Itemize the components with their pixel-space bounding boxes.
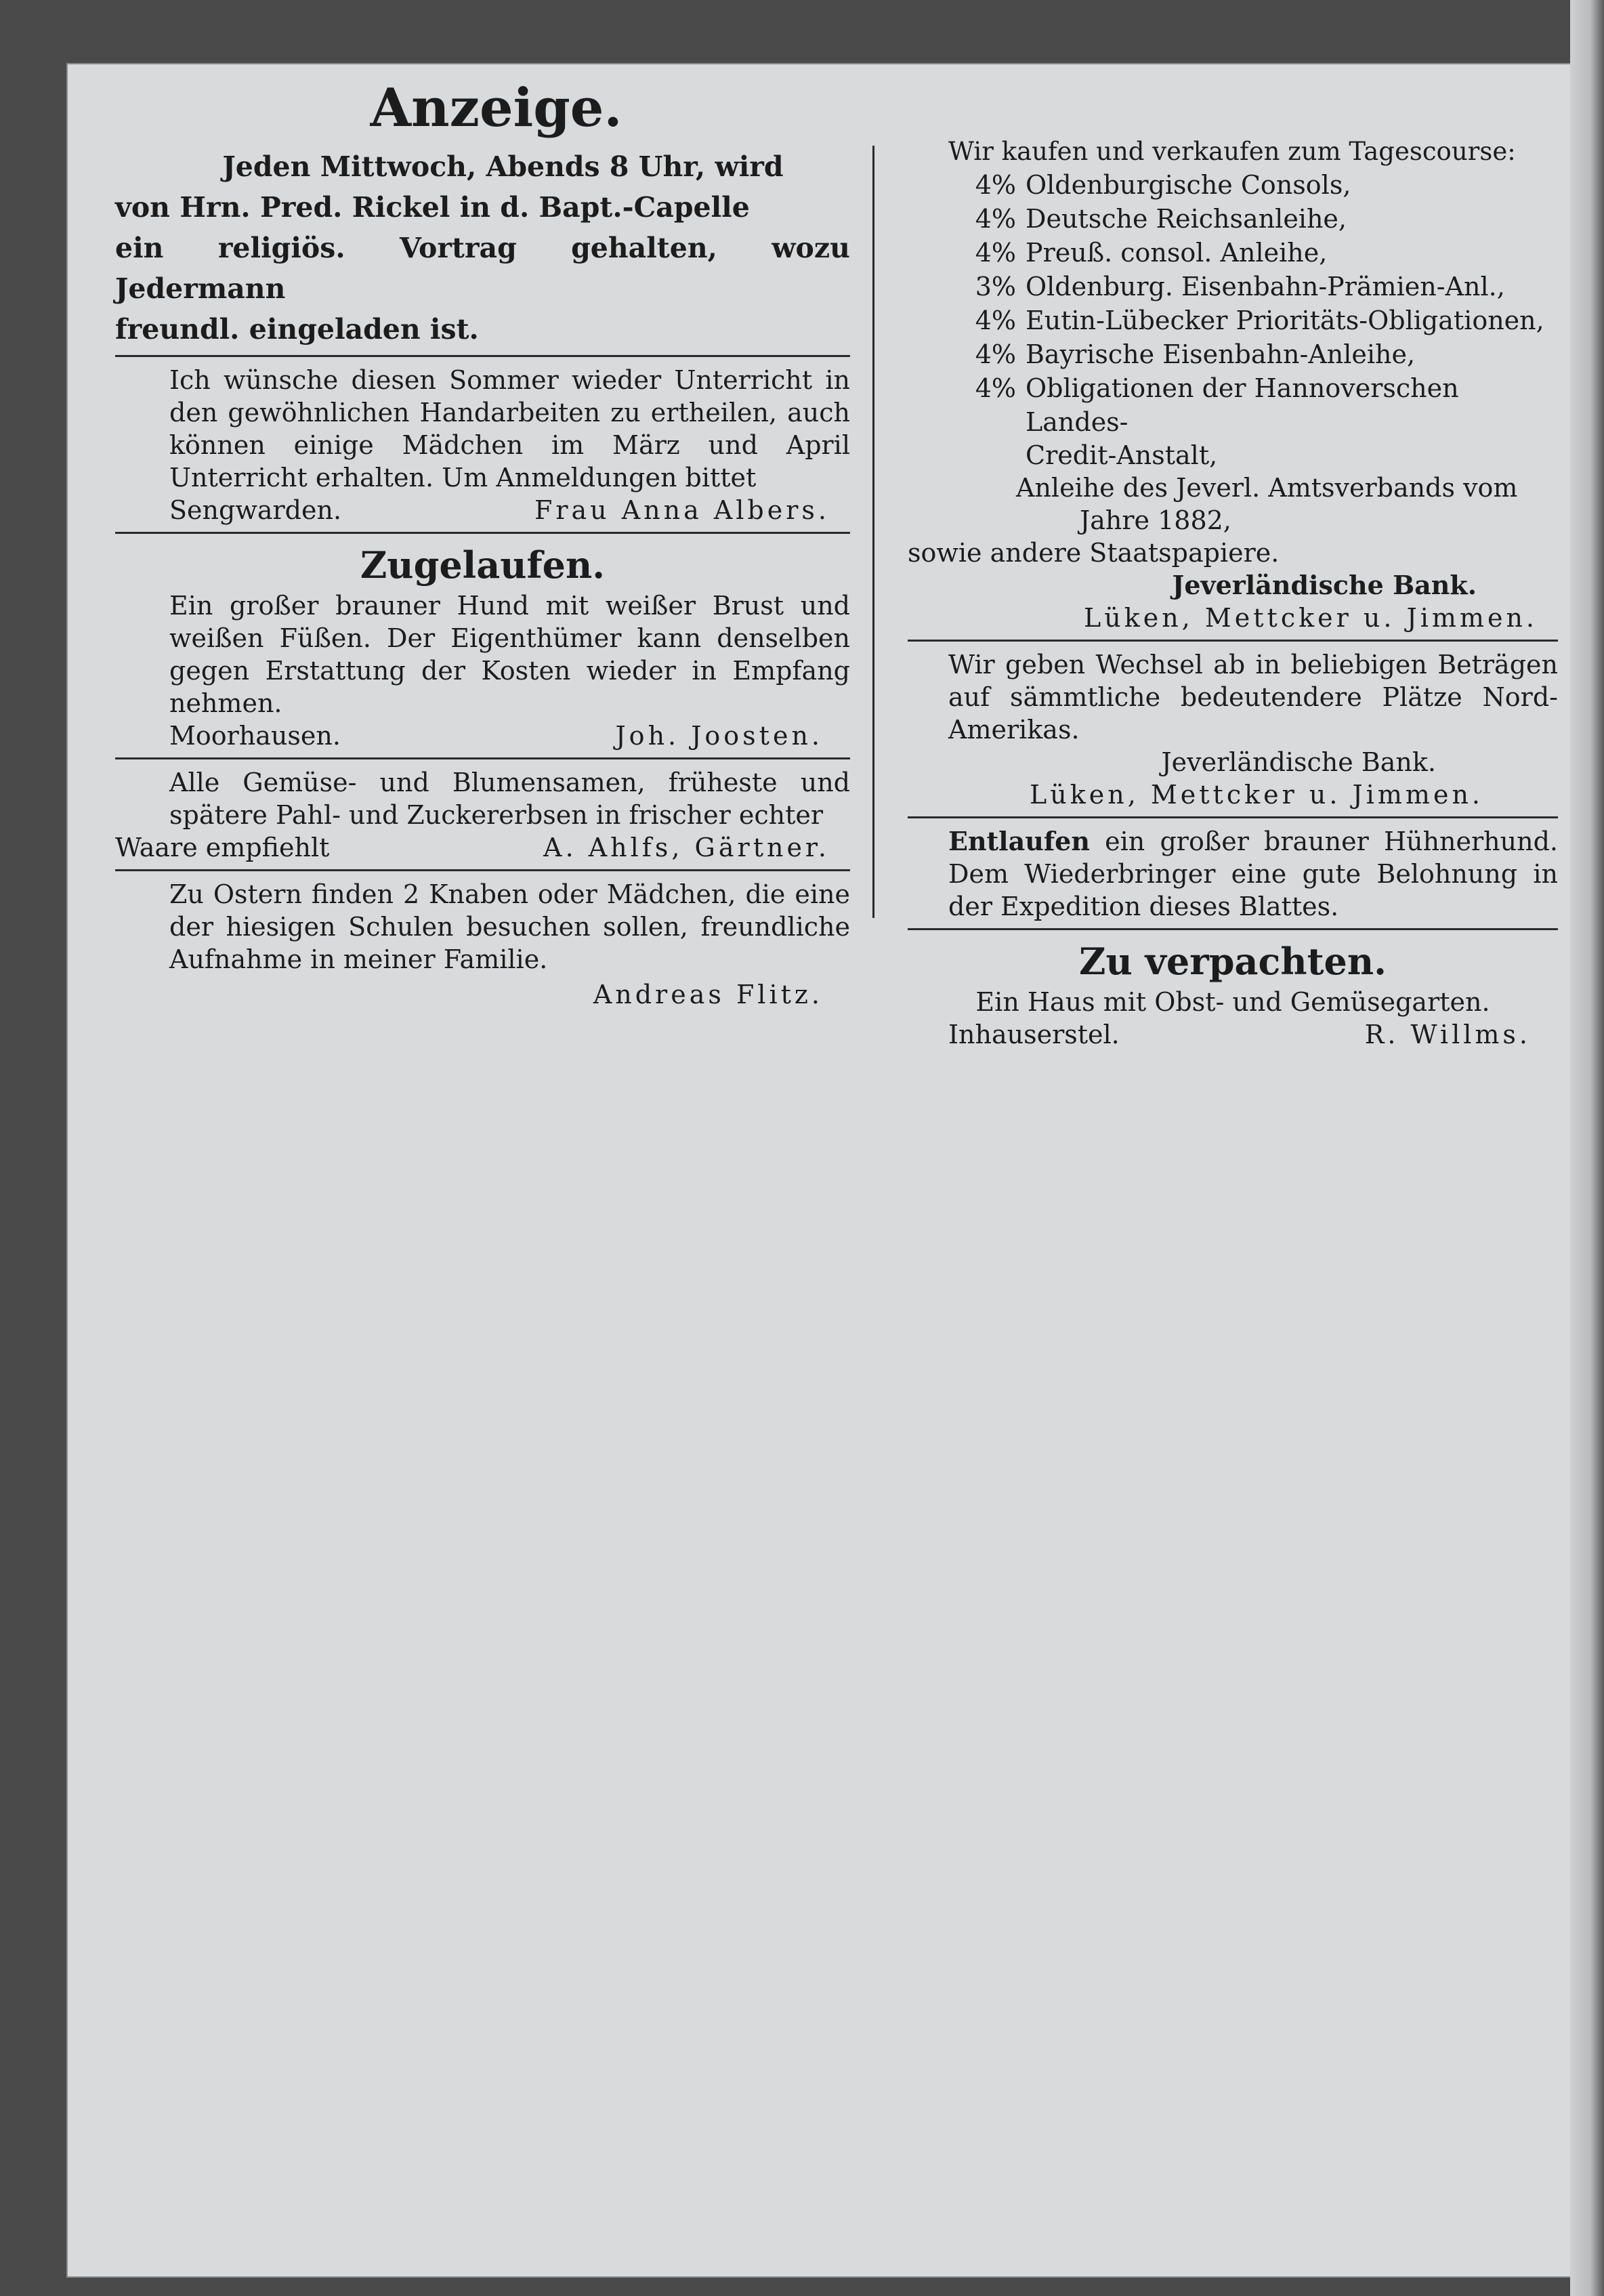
place: Moorhausen. bbox=[169, 721, 341, 751]
samen-text: Alle Gemüse- und Blumensamen, früheste und spätere Pahl- und Zuckererbsen in frischer echter bbox=[169, 768, 850, 830]
page-edge bbox=[1570, 0, 1604, 2296]
unterricht-text: Ich wünsche diesen Sommer wieder Unterricht in den gewöhnlichen Handarbeiten zu ertheilen, auch können einige Mädchen im März und April Unterricht erhalten. Um Anmeldungen bittet bbox=[169, 365, 850, 493]
bond-row: 4% Preuß. consol. Anleihe, bbox=[975, 238, 1328, 268]
zugelaufen-signature bbox=[115, 719, 850, 752]
verpachten-signature bbox=[908, 1018, 1558, 1051]
wechsel-bank: Jeverländische Bank. bbox=[1161, 747, 1436, 777]
zugelaufen-title: Zugelaufen. bbox=[360, 543, 606, 587]
entlaufen-body: ein großer brauner Hühnerhund. Dem Wiederbringer eine gute Belohnung in der Expedition dieses Blattes. bbox=[948, 827, 1558, 921]
ostern-text: Zu Ostern finden 2 Knaben oder Mädchen, die eine der hiesigen Schulen besuchen sollen, freundliche Aufnahme in meiner Familie. bbox=[169, 879, 850, 974]
anzeige-line: von Hrn. Pred. Rickel in d. Bapt.-Capelle bbox=[115, 191, 750, 224]
verpachten-title: Zu verpachten. bbox=[1079, 940, 1387, 983]
place: Sengwarden. bbox=[169, 495, 342, 525]
samen-last-line: Waare empfiehlt bbox=[115, 833, 330, 862]
kurse-intro: Wir kaufen und verkaufen zum Tagescourse: bbox=[948, 137, 1516, 166]
entlaufen-text bbox=[908, 825, 1558, 923]
signer: R. Willms. bbox=[1364, 1020, 1531, 1049]
column-divider bbox=[872, 146, 874, 918]
bond-row: 3% Oldenburg. Eisenbahn-Prämien-Anl., bbox=[975, 272, 1505, 301]
unterricht-signature bbox=[115, 494, 850, 526]
rule bbox=[115, 869, 850, 871]
ostern-signer: Andreas Flitz. bbox=[593, 980, 823, 1009]
bond-list bbox=[908, 168, 1558, 537]
anzeige-line: Jeden Mittwoch, Abends 8 Uhr, wird bbox=[222, 150, 784, 183]
bond-row: 4% Deutsche Reichsanleihe, bbox=[975, 204, 1347, 234]
right-column bbox=[908, 135, 1558, 1051]
rule bbox=[115, 532, 850, 534]
bond-row: 4% Obligationen der Hannoverschen Landes- bbox=[975, 373, 1459, 437]
rule bbox=[908, 928, 1558, 930]
left-column bbox=[115, 75, 850, 1011]
anzeige-line: freundl. eingeladen ist. bbox=[115, 313, 479, 346]
anleihe-year: Jahre 1882, bbox=[1080, 505, 1231, 535]
anzeige-line: ein religiös. Vortrag gehalten, wozu Jedermann bbox=[115, 232, 850, 305]
bond-row: 4% Bayrische Eisenbahn-Anleihe, bbox=[975, 339, 1416, 369]
entlaufen-lead: Entlaufen bbox=[948, 826, 1090, 856]
rule bbox=[908, 816, 1558, 818]
wechsel-text: Wir geben Wechsel ab in beliebigen Beträgen auf sämmtliche bedeutendere Plätze Nord-Amerikas. bbox=[948, 650, 1558, 745]
signer: Joh. Joosten. bbox=[615, 721, 823, 751]
bond-cont: Credit-Anstalt, bbox=[1026, 440, 1218, 470]
anzeige-body bbox=[115, 146, 850, 350]
signer: Frau Anna Albers. bbox=[534, 495, 830, 525]
verpachten-text: Ein Haus mit Obst- und Gemüsegarten. bbox=[975, 987, 1490, 1017]
place: Inhauserstel. bbox=[948, 1020, 1120, 1049]
wechsel-names: Lüken, Mettcker u. Jimmen. bbox=[1030, 780, 1483, 810]
bond-row: 4% Eutin-Lübecker Prioritäts-Obligationen, bbox=[975, 306, 1544, 335]
kurse-names: Lüken, Mettcker u. Jimmen. bbox=[1084, 603, 1538, 633]
rule bbox=[908, 640, 1558, 642]
anzeige-title: Anzeige. bbox=[370, 77, 622, 139]
rule bbox=[115, 355, 850, 357]
signer: A. Ahlfs, Gärtner. bbox=[543, 833, 830, 862]
rule bbox=[115, 757, 850, 759]
samen-signature bbox=[115, 831, 850, 864]
anleihe-line: Anleihe des Jeverl. Amtsverbands vom bbox=[1016, 473, 1518, 503]
kurse-sowie: sowie andere Staatspapiere. bbox=[908, 538, 1280, 568]
kurse-bank: Jeverländische Bank. bbox=[1172, 570, 1477, 600]
bond-row: 4% Oldenburgische Consols, bbox=[975, 170, 1351, 200]
zugelaufen-text: Ein großer brauner Hund mit weißer Brust und weißen Füßen. Der Eigenthümer kann denselben gegen Erstattung der Kosten wieder in Empfang nehmen. bbox=[169, 591, 850, 718]
